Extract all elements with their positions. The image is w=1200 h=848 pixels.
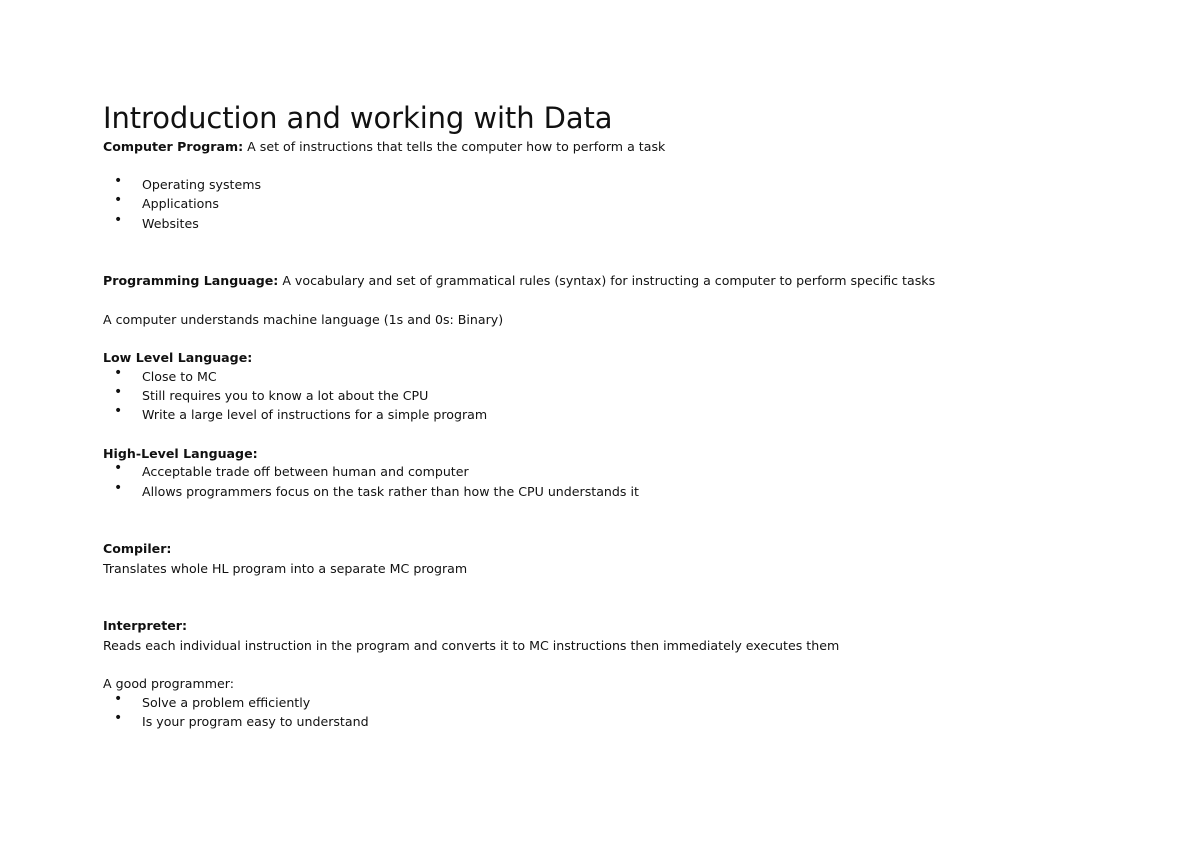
- compiler-heading: Compiler:: [103, 541, 172, 556]
- interpreter-heading: Interpreter:: [103, 618, 187, 633]
- programming-language-text: A vocabulary and set of grammatical rules (syntax) for instructing a computer to perform specific tasks: [278, 273, 936, 288]
- bullet-icon: •: [114, 192, 123, 208]
- computer-program-text: A set of instructions that tells the computer how to perform a task: [243, 139, 666, 154]
- low-level-heading: Low Level Language:: [103, 350, 253, 365]
- computer-program-definition: [103, 137, 665, 156]
- list-item-text: Close to MC: [142, 369, 217, 384]
- list-item-text: Acceptable trade off between human and computer: [142, 464, 469, 479]
- programming-language-definition: [103, 271, 935, 290]
- bullet-icon: •: [114, 173, 123, 189]
- document-title: Introduction and working with Data: [103, 101, 613, 135]
- bullet-icon: •: [114, 384, 123, 400]
- list-item-text: Allows programmers focus on the task rather than how the CPU understands it: [142, 484, 639, 499]
- interpreter-text: Reads each individual instruction in the program and converts it to MC instructions then immediately executes them: [103, 638, 840, 653]
- programming-language-term: Programming Language:: [103, 273, 279, 288]
- list-item-text: Is your program easy to understand: [142, 714, 369, 729]
- list-item-text: Websites: [142, 216, 199, 231]
- list-item-text: Applications: [142, 196, 219, 211]
- bullet-icon: •: [114, 710, 123, 726]
- computer-program-term: Computer Program:: [103, 139, 244, 154]
- list-item-text: Still requires you to know a lot about the CPU: [142, 388, 429, 403]
- high-level-heading: High-Level Language:: [103, 446, 258, 461]
- good-programmer-heading: A good programmer:: [103, 676, 234, 691]
- bullet-icon: •: [114, 480, 123, 496]
- bullet-icon: •: [114, 691, 123, 707]
- machine-language-note: A computer understands machine language (1s and 0s: Binary): [103, 312, 504, 327]
- list-item-text: Write a large level of instructions for a simple program: [142, 407, 488, 422]
- bullet-icon: •: [114, 403, 123, 419]
- bullet-icon: •: [114, 365, 123, 381]
- list-item-text: Solve a problem efficiently: [142, 695, 311, 710]
- bullet-icon: •: [114, 212, 123, 228]
- list-item-text: Operating systems: [142, 177, 262, 192]
- bullet-icon: •: [114, 460, 123, 476]
- compiler-text: Translates whole HL program into a separate MC program: [103, 561, 468, 576]
